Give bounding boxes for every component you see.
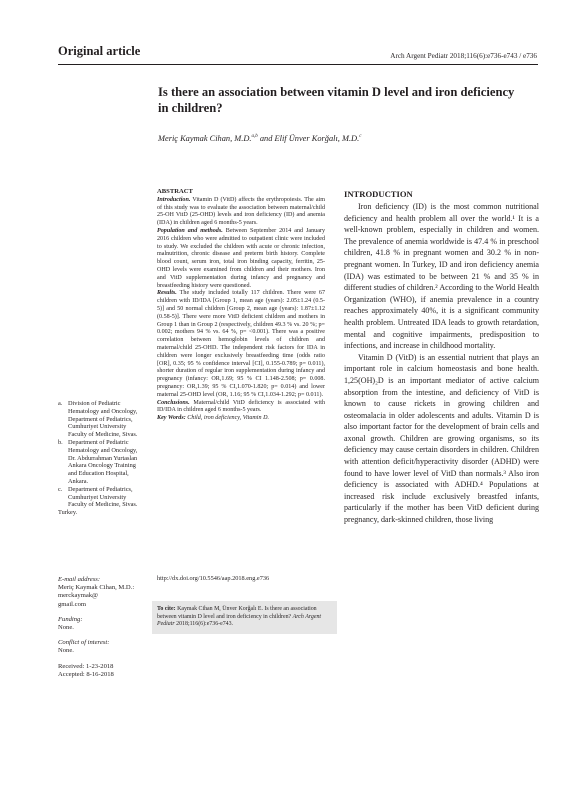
abstract-paragraph — [157, 228, 325, 290]
running-head: Arch Argent Pediatr 2018;116(6):e736-e743 / e736 — [390, 52, 537, 60]
keywords-label: Key Words: — [157, 415, 186, 422]
accepted-date: Accepted: 8-16-2018 — [58, 670, 114, 678]
author-name: Meriç Kaymak Cihan, M.D. — [158, 134, 252, 143]
funding-label: Funding: — [58, 615, 83, 623]
abstract-section-text: Maternal/child VitD deficiency is associated with ID/IDA in children aged 6 months-5 years. — [157, 399, 325, 414]
affiliation-text: Division of Pediatric Hematology and Oncology, Department of Pediatrics, Cumhuriyet University Faculty of Medicine, Sivas. — [68, 400, 138, 439]
doi-link[interactable]: http://dx.doi.org/10.5546/aap.2018.eng.e736 — [157, 575, 270, 582]
abstract-paragraph — [157, 400, 325, 416]
affiliation-item — [58, 439, 140, 486]
affiliation-country: Turkey. — [58, 509, 78, 517]
affiliation-letter: c. — [58, 485, 63, 493]
citation-ref: 2018;116(6):e736-e743. — [176, 621, 234, 628]
abstract-section-label: Population and methods. — [157, 227, 223, 234]
abstract-paragraph — [157, 197, 325, 228]
conflict-label: Conflict of interest: — [58, 639, 110, 647]
citation-box — [152, 601, 337, 634]
affiliation-text: Department of Pediatrics, Cumhuriyet University Faculty of Medicine, Sivas. — [68, 485, 138, 509]
funding-block — [58, 616, 148, 632]
affiliation-text: Department of Pediatric Hematology and Oncology, Dr. Abdurrahman Yurtaslan Ankara Oncology Training and Education Hospital, Ankara. — [68, 438, 138, 485]
abstract-section-label: Introduction. — [157, 196, 191, 203]
affiliation-item — [58, 486, 140, 509]
author-line — [158, 134, 518, 143]
introduction — [344, 188, 539, 526]
affiliation-item — [58, 400, 140, 439]
section-label: Original article — [58, 44, 141, 58]
citation-journal: Arch Argent Pediatr — [157, 613, 322, 628]
keywords — [157, 415, 325, 423]
author-affiliation-mark: a,b — [251, 134, 258, 140]
author-affiliation-mark: c — [359, 134, 362, 140]
received-date: Received: 1-23-2018 — [58, 662, 114, 670]
author-name: Elif Ünver Korğalı, M.D. — [274, 134, 360, 143]
email-domain[interactable]: gmail.com — [58, 600, 87, 608]
affiliations — [58, 400, 140, 517]
affiliation-letter: a. — [58, 400, 63, 407]
introduction-paragraph: Vitamin D (VitD) is an essential nutrient that plays an important role in calcium homeostasis and bone health. 1,25(OH)₂D is an important mediator of active calcium absorption from the intestine, and deficiency of VitD is known to cause rickets in growing children and osteomalacia in older adolescents and adults. Vitamin D is also important factor for the development of brain cells and axonal growth. Children are growing organisms, so its deficiency may cause certain disorders in children. Children with attention deficit/hyperactivity disorder (ADHD) were found to have lower level of VitD than normals.³ Also iron deficiency is associated with ADHD.⁴ Populations at increased risk include exclusively breastfed infants, particularly if the mother has been VitD deficient during pregnancy, dark-skinned children, those living — [344, 352, 539, 525]
citation-label: To cite: — [157, 606, 176, 612]
email-name: Meriç Kaymak Cihan, M.D.: merckaymak@ — [58, 584, 135, 600]
email-block — [58, 576, 148, 609]
affiliation-letter: b. — [58, 438, 63, 446]
conflict-block — [58, 639, 148, 655]
introduction-paragraph: Iron deficiency (ID) is the most common nutritional deficiency and health problem all over the world.¹ It is a well-known problem, especially in children and women. The prevalence of anemia worldwide is 47.4 % in preschool children, 41.8 % in pregnant women and 30.2 % in non-pregnant women. In Turkey, ID and iron deficiency anemia (IDA) was estimated to be between 21 % and 35 % in different studies of children.² According to the World Health Organization (WHO), if anemia prevalence in a country reaches approximately 40%, it is a significant community health problem. Untreated IDA leads to growth retardation, mental and cognitive impairments, predisposition to infections, and increase in childhood mortality. — [344, 202, 539, 351]
abstract-section-label: Results. — [157, 290, 177, 297]
funding-value: None. — [58, 624, 74, 632]
abstract — [157, 188, 325, 423]
article-title: Is there an association between vitamin D level and iron deficiency in children? — [158, 85, 515, 115]
abstract-paragraph — [157, 290, 325, 399]
article-meta — [58, 576, 148, 679]
email-label: E-mail address: — [58, 576, 101, 583]
conflict-value: None. — [58, 647, 74, 655]
abstract-section-label: Conclusions. — [157, 399, 190, 406]
author-separator: and — [257, 134, 275, 143]
keywords-text: Child, iron deficiency, Vitamin D. — [187, 415, 269, 422]
abstract-section-text: Vitamin D (VitD) affects the erythropoiesis. The aim of this study was to evaluate the association between maternal/child 25-OH VitD (25-OHD) levels and iron deficiency (ID) and anemia (IDA) in children aged 6 months-5 years. — [157, 196, 325, 227]
abstract-heading: ABSTRACT — [157, 188, 193, 195]
header-rule — [58, 64, 538, 65]
introduction-heading: INTRODUCTION — [344, 189, 413, 199]
citation-text: Kaymak Cihan M, Ünver Korğalı E. Is there an association between vitamin D level and iron deficiency in children? — [157, 606, 317, 620]
abstract-section-text: Between September 2014 and January 2016 children who were admitted to outpatient clinic were included to study. We excluded the children with acute or chronic infection, malnutrition, chronic disease and preterm birth history. Complete blood count, serum iron, total iron binding capacity, ferritin, 25-OHD levels were examined from children and their mothers. Iron and VitD supplementation during infancy and pregnancy and breastfeeding history were questioned. — [157, 227, 326, 289]
abstract-section-text: The study included totally 117 children. There were 67 children with ID/IDA [Group 1, mean age (years): 2.05±1.24 (0.5-5)] and 50 normal children [Group 2, mean age (years): 1.87±1.12 (0.58-5)]. There were more VitD deficient children and mothers in Group 1 than in Group 2 (respectively, children 49.3 % vs. 20 %; p= 0.002; mothers 94 % vs. 64 %, p= <0.001). There was a positive correlation between hemoglobin levels of children and maternal/child 25-OHD. The independent risk factors for IDA in children were longer exclusively breastfeeding time (odds ratio [OR], 0.35; 95 % confidence interval [CI], 0.155-0.789; p= 0.011), shorter duration of regular iron supplementation during infancy and pregnancy (infancy: OR,1.69; 95 % CI 1.148-2.508; p= 0.008. pregnancy: OR,1.39; 95 % CI,1.070-1.820; p= 0.014) and lower maternal 25-OHD level (OR, 1.16; 95 % CI,1.034-1.292; p= 0.011). — [157, 290, 325, 398]
